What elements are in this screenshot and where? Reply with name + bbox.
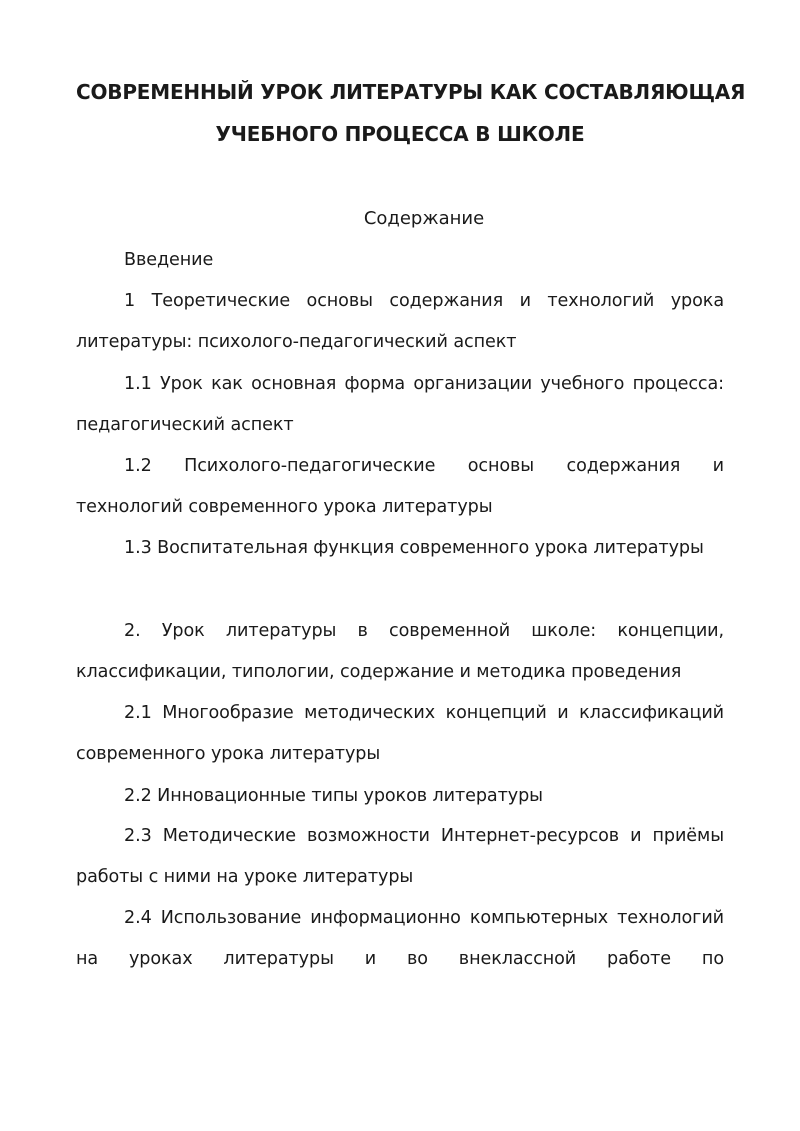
toc-entry-introduction: Введение <box>124 250 214 270</box>
document-title-line-1: СОВРЕМЕННЫЙ УРОК ЛИТЕРАТУРЫ КАК СОСТАВЛЯЮЩАЯ <box>76 80 746 104</box>
toc-entry-2-1: 2.1 Многообразие методических концепций и классификаций современного урока литературы <box>76 703 724 765</box>
toc-entry-2-2: 2.2 Инновационные типы уроков литературы <box>124 786 543 806</box>
toc-entry-1: 1 Теоретические основы содержания и технологий урока литературы: психолого-педагогический аспект <box>76 291 724 353</box>
toc-entry-1-2: 1.2 Психолого-педагогические основы содержания и технологий современного урока литературы <box>76 456 724 518</box>
toc-entry-2: 2. Урок литературы в современной школе: концепции, классификации, типологии, содержание и методика проведения <box>76 621 724 683</box>
toc-entry-2-4: 2.4 Использование информационно компьютерных технологий на уроках литературы и во внеклассной работе по <box>76 908 724 970</box>
document-title-line-2: УЧЕБНОГО ПРОЦЕССА В ШКОЛЕ <box>215 122 585 146</box>
contents-heading: Содержание <box>363 208 485 229</box>
toc-entry-2-3: 2.3 Методические возможности Интернет-ресурсов и приёмы работы с ними на уроке литературы <box>76 826 724 888</box>
toc-entry-1-3: 1.3 Воспитательная функция современного урока литературы <box>124 538 704 558</box>
toc-entry-1-1: 1.1 Урок как основная форма организации учебного процесса: педагогический аспект <box>76 374 724 436</box>
